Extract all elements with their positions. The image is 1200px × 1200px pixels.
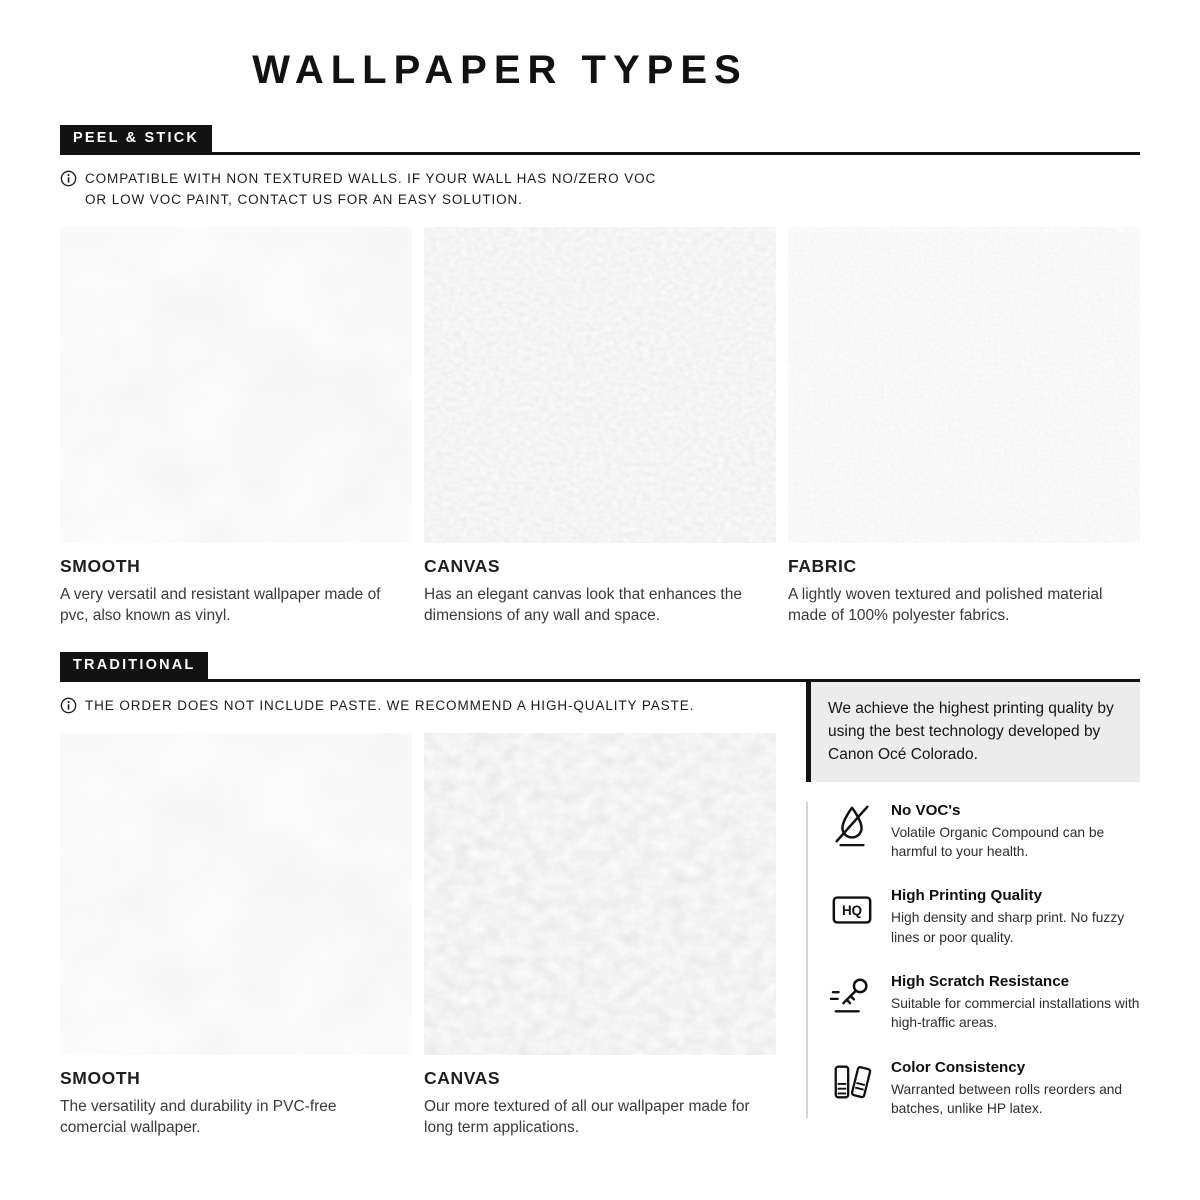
- feature-text: [891, 973, 1140, 1033]
- swatch-description: A lightly woven textured and polished material made of 100% polyester fabrics.: [788, 585, 1103, 624]
- feature-title: High Scratch Resistance: [891, 972, 1070, 990]
- peel-stick-badge: PEEL & STICK: [60, 125, 212, 152]
- swatch-description: Has an elegant canvas look that enhances the dimensions of any wall and space.: [424, 585, 742, 624]
- feature-text: [891, 887, 1140, 947]
- feature-item: [830, 802, 1140, 862]
- peel-stick-swatch-row: [60, 227, 1140, 626]
- fabric-texture-image: [788, 227, 1140, 543]
- smooth-texture-image: [60, 227, 412, 543]
- color-consistency-icon: [830, 1059, 874, 1105]
- sidebar: [806, 682, 1140, 1144]
- swatch-card: [60, 733, 412, 1138]
- feature-description: High density and sharp print. No fuzzy lines or poor quality.: [891, 910, 1125, 945]
- feature-item: [830, 973, 1140, 1033]
- feature-text: [891, 802, 1140, 862]
- scratch-resistance-icon: [830, 973, 874, 1019]
- printing-quality-quote: We achieve the highest printing quality by using the best technology developed by Canon Océ Colorado.: [806, 682, 1140, 782]
- traditional-left-column: [60, 682, 776, 1144]
- feature-title: High Printing Quality: [891, 887, 1043, 905]
- swatch-card: [424, 733, 776, 1138]
- swatch-card: [60, 227, 412, 626]
- swatch-label: CANVAS: [424, 1067, 501, 1088]
- section-header-rule: [60, 652, 1140, 682]
- swatch-label: CANVAS: [424, 555, 501, 576]
- feature-title: No VOC's: [891, 801, 961, 819]
- svg-text:HQ: HQ: [841, 903, 863, 919]
- info-icon: [60, 170, 77, 187]
- feature-item: [830, 887, 1140, 947]
- note-text: COMPATIBLE WITH NON TEXTURED WALLS. IF YOUR WALL HAS NO/ZERO VOC OR LOW VOC PAINT, CONTACT US FOR AN EASY SOLUTION.: [85, 170, 657, 207]
- swatch-card: [424, 227, 776, 626]
- no-voc-icon: [830, 802, 874, 848]
- swatch-description: A very versatil and resistant wallpaper made of pvc, also known as vinyl.: [60, 585, 381, 624]
- swatch-label: SMOOTH: [60, 1067, 141, 1088]
- feature-description: Warranted between rolls reorders and batches, unlike HP latex.: [891, 1081, 1123, 1116]
- traditional-note: [60, 696, 776, 717]
- peel-stick-note: [60, 169, 1140, 211]
- swatch-description: The versatility and durability in PVC-free comercial wallpaper.: [60, 1097, 337, 1136]
- feature-item: [830, 1059, 1140, 1119]
- traditional-swatch-row: [60, 733, 776, 1138]
- swatch-label: FABRIC: [788, 555, 857, 576]
- page-title: WALLPAPER TYPES: [252, 48, 748, 92]
- high-printing-quality-icon: [830, 887, 874, 933]
- section-traditional: [60, 652, 1140, 1144]
- feature-list: [806, 802, 1140, 1119]
- section-header-rule: [60, 125, 1140, 155]
- feature-title: Color Consistency: [891, 1058, 1026, 1076]
- feature-description: Suitable for commercial installations with high-traffic areas.: [891, 995, 1140, 1031]
- feature-description: Volatile Organic Compound can be harmful to your health.: [891, 824, 1105, 859]
- info-icon: [60, 697, 77, 714]
- canvas-texture-image: [424, 227, 776, 543]
- feature-text: [891, 1059, 1140, 1119]
- note-text: THE ORDER DOES NOT INCLUDE PASTE. WE RECOMMEND A HIGH-QUALITY PASTE.: [85, 697, 695, 713]
- title-wrap: [60, 48, 940, 93]
- traditional-badge: TRADITIONAL: [60, 652, 208, 679]
- section-peel-stick: [60, 125, 1140, 626]
- swatch-description: Our more textured of all our wallpaper made for long term applications.: [424, 1097, 750, 1136]
- swatch-label: SMOOTH: [60, 555, 141, 576]
- canvas-texture-image: [424, 733, 776, 1055]
- smooth-texture-image: [60, 733, 412, 1055]
- swatch-card: [788, 227, 1140, 626]
